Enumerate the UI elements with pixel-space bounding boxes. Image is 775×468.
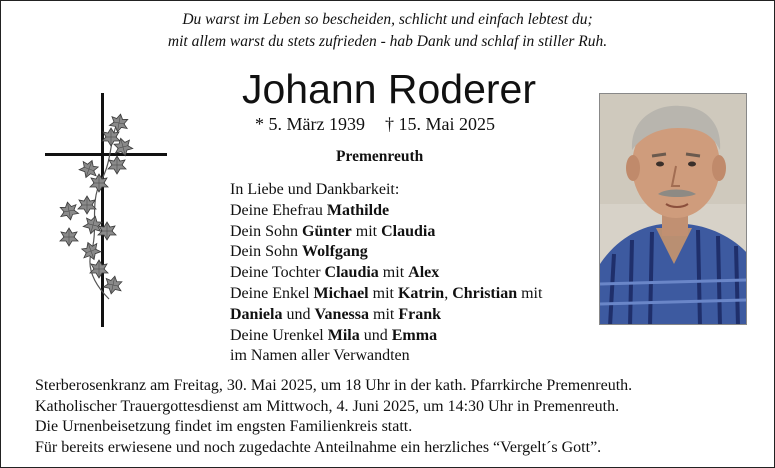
- cross-with-ivy-icon: [39, 89, 175, 331]
- verse-line-1: Du warst im Leben so bescheiden, schlicht und einfach lebtest du;: [182, 11, 593, 28]
- mourner-great-grandchildren: Deine Urenkel Mila und Emma: [230, 326, 438, 344]
- verse: [1, 9, 774, 53]
- portrait-photo: [599, 93, 747, 325]
- mourners-closing: im Namen aller Verwandten: [230, 347, 410, 365]
- death-date: † 15. Mai 2025: [384, 114, 495, 134]
- deceased-name: Johann Roderer: [241, 66, 537, 112]
- notice-thanks: Für bereits erwiesene und noch zugedachte Anteilnahme ein herzliches “Vergelt´s Gott”.: [35, 438, 602, 456]
- mourner-son-2: Dein Sohn Wolfgang: [230, 243, 368, 261]
- mourner-son-1: Dein Sohn Günter mit Claudia: [230, 222, 436, 240]
- birth-date: * 5. März 1939: [255, 114, 365, 134]
- funeral-notices: [35, 376, 632, 458]
- mourner-wife: Deine Ehefrau Mathilde: [230, 201, 390, 219]
- notice-rosary: Sterberosenkranz am Freitag, 30. Mai 2025, um 18 Uhr in der kath. Pfarrkirche Premenreuth.: [35, 377, 633, 394]
- hometown: Premenreuth: [336, 148, 424, 165]
- verse-line-2: mit allem warst du stets zufrieden - hab Dank und schlaf in stiller Ruh.: [167, 33, 608, 50]
- life-dates: [255, 114, 495, 135]
- mourner-grandchildren-1: Deine Enkel Michael mit Katrin, Christian mit: [230, 284, 543, 302]
- notice-service: Katholischer Trauergottesdienst am Mittwoch, 4. Juni 2025, um 14:30 Uhr in Premenreuth.: [35, 397, 620, 415]
- mourner-grandchildren-2: Daniela und Vanessa mit Frank: [230, 305, 442, 323]
- mourners-intro: In Liebe und Dankbarkeit:: [230, 181, 400, 198]
- notice-burial: Die Urnenbeisetzung findet im engsten Familienkreis statt.: [35, 418, 413, 435]
- mourners-list: [230, 180, 542, 367]
- mourner-daughter: Deine Tochter Claudia mit Alex: [230, 264, 440, 282]
